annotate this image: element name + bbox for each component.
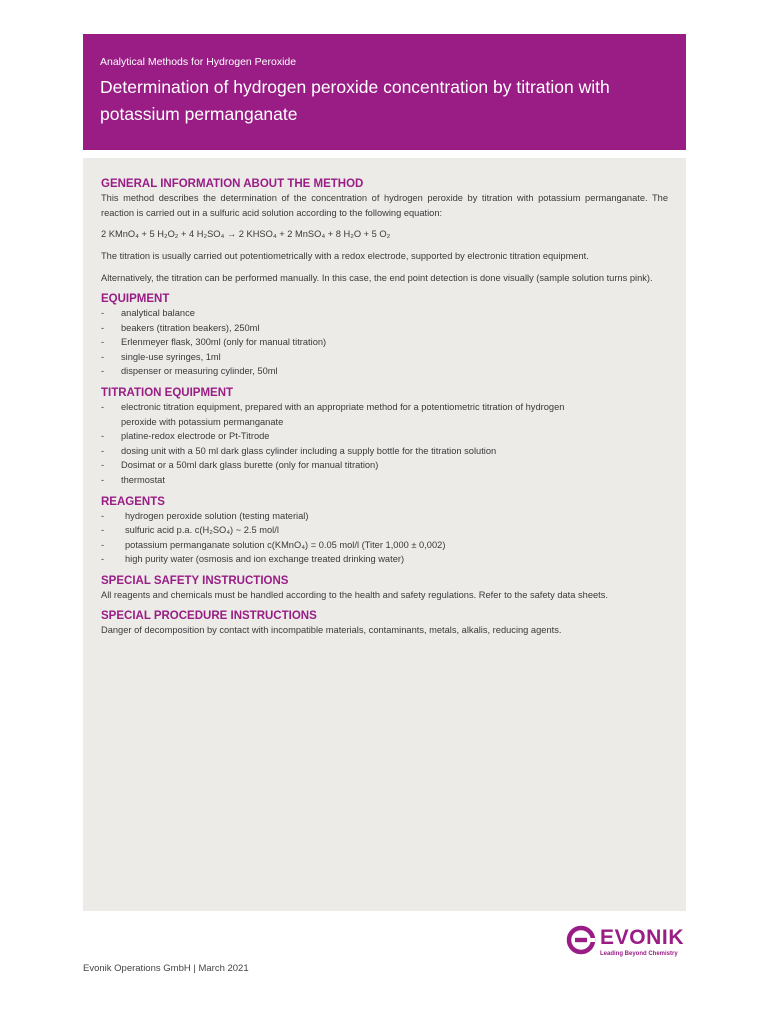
section-heading: SPECIAL SAFETY INSTRUCTIONS — [101, 574, 289, 587]
logo-tagline: Leading Beyond Chemistry — [600, 951, 678, 957]
list-item: - thermostat — [101, 474, 165, 485]
section-heading: REAGENTS — [101, 495, 165, 508]
paragraph: Danger of decomposition by contact with incompatible materials, contaminants, metals, alkalis, reducing agents. — [101, 625, 562, 636]
list-item: - high purity water (osmosis and ion exchange treated drinking water) — [101, 554, 405, 565]
titration-equipment-list — [101, 400, 668, 488]
section-equipment — [101, 292, 668, 379]
section-general-information — [101, 177, 668, 285]
section-safety — [101, 574, 668, 603]
footer-text: Evonik Operations GmbH | March 2021 — [83, 963, 249, 974]
list-item: - dispenser or measuring cylinder, 50ml — [101, 366, 278, 377]
list-item: - Dosimat or a 50ml dark glass burette (only for manual titration) — [101, 460, 379, 471]
list-item: - Erlenmeyer flask, 300ml (only for manual titration) — [101, 337, 327, 348]
list-item: - platine-redox electrode or Pt-Titrode — [101, 431, 270, 442]
list-item: - single-use syringes, 1ml — [101, 351, 221, 362]
paragraph: This method describes the determination of the concentration of hydrogen peroxide by titration with potassium permanganate. The reaction is carried out in a sulfuric acid solution according to the following equation: — [101, 193, 668, 218]
list-item: - analytical balance — [101, 308, 195, 318]
list-item: - potassium permanganate solution c(KMnO₄) = 0.05 mol/l (Titer 1,000 ± 0,002) — [101, 539, 446, 550]
section-heading: TITRATION EQUIPMENT — [101, 386, 234, 399]
equipment-list — [101, 306, 668, 379]
evonik-logo-icon — [566, 925, 596, 955]
section-procedure — [101, 609, 668, 638]
header-banner — [83, 34, 686, 150]
section-reagents — [101, 495, 668, 567]
paragraph: The titration is usually carried out potentiometrically with a redox electrode, supported by electronic titration equipment. — [101, 251, 589, 261]
reaction-equation: 2 KMnO₄ + 5 H₂O₂ + 4 H₂SO₄ → 2 KHSO₄ + 2 MnSO₄ + 8 H₂O + 5 O₂ — [101, 229, 391, 239]
content-panel — [83, 158, 686, 911]
list-item: - beakers (titration beakers), 250ml — [101, 322, 260, 333]
section-heading: EQUIPMENT — [101, 293, 170, 305]
logo-wordmark: EVONIK — [600, 926, 685, 949]
list-item: - electronic titration equipment, prepared with an appropriate method for a potentiometric titration of hydrogen peroxide with potassium permanganate — [101, 401, 565, 427]
reagents-list — [101, 509, 668, 567]
list-item: - sulfuric acid p.a. c(H₂SO₄) ~ 2.5 mol/l — [101, 525, 279, 536]
paragraph: All reagents and chemicals must be handled according to the health and safety regulations. Refer to the safety data sheets. — [101, 589, 608, 600]
evonik-logo — [566, 924, 690, 960]
section-titration-equipment — [101, 386, 668, 488]
list-item: - hydrogen peroxide solution (testing material) — [101, 510, 309, 521]
document-title: Determination of hydrogen peroxide concentration by titration with potassium permanganate — [100, 77, 610, 124]
header-subtitle: Analytical Methods for Hydrogen Peroxide — [100, 56, 297, 68]
section-heading: GENERAL INFORMATION ABOUT THE METHOD — [101, 178, 364, 190]
section-heading: SPECIAL PROCEDURE INSTRUCTIONS — [101, 610, 317, 623]
paragraph: Alternatively, the titration can be performed manually. In this case, the end point detection is done visually (sample solution turns pink). — [101, 272, 653, 283]
list-item: - dosing unit with a 50 ml dark glass cylinder including a supply bottle for the titration solution — [101, 445, 497, 456]
